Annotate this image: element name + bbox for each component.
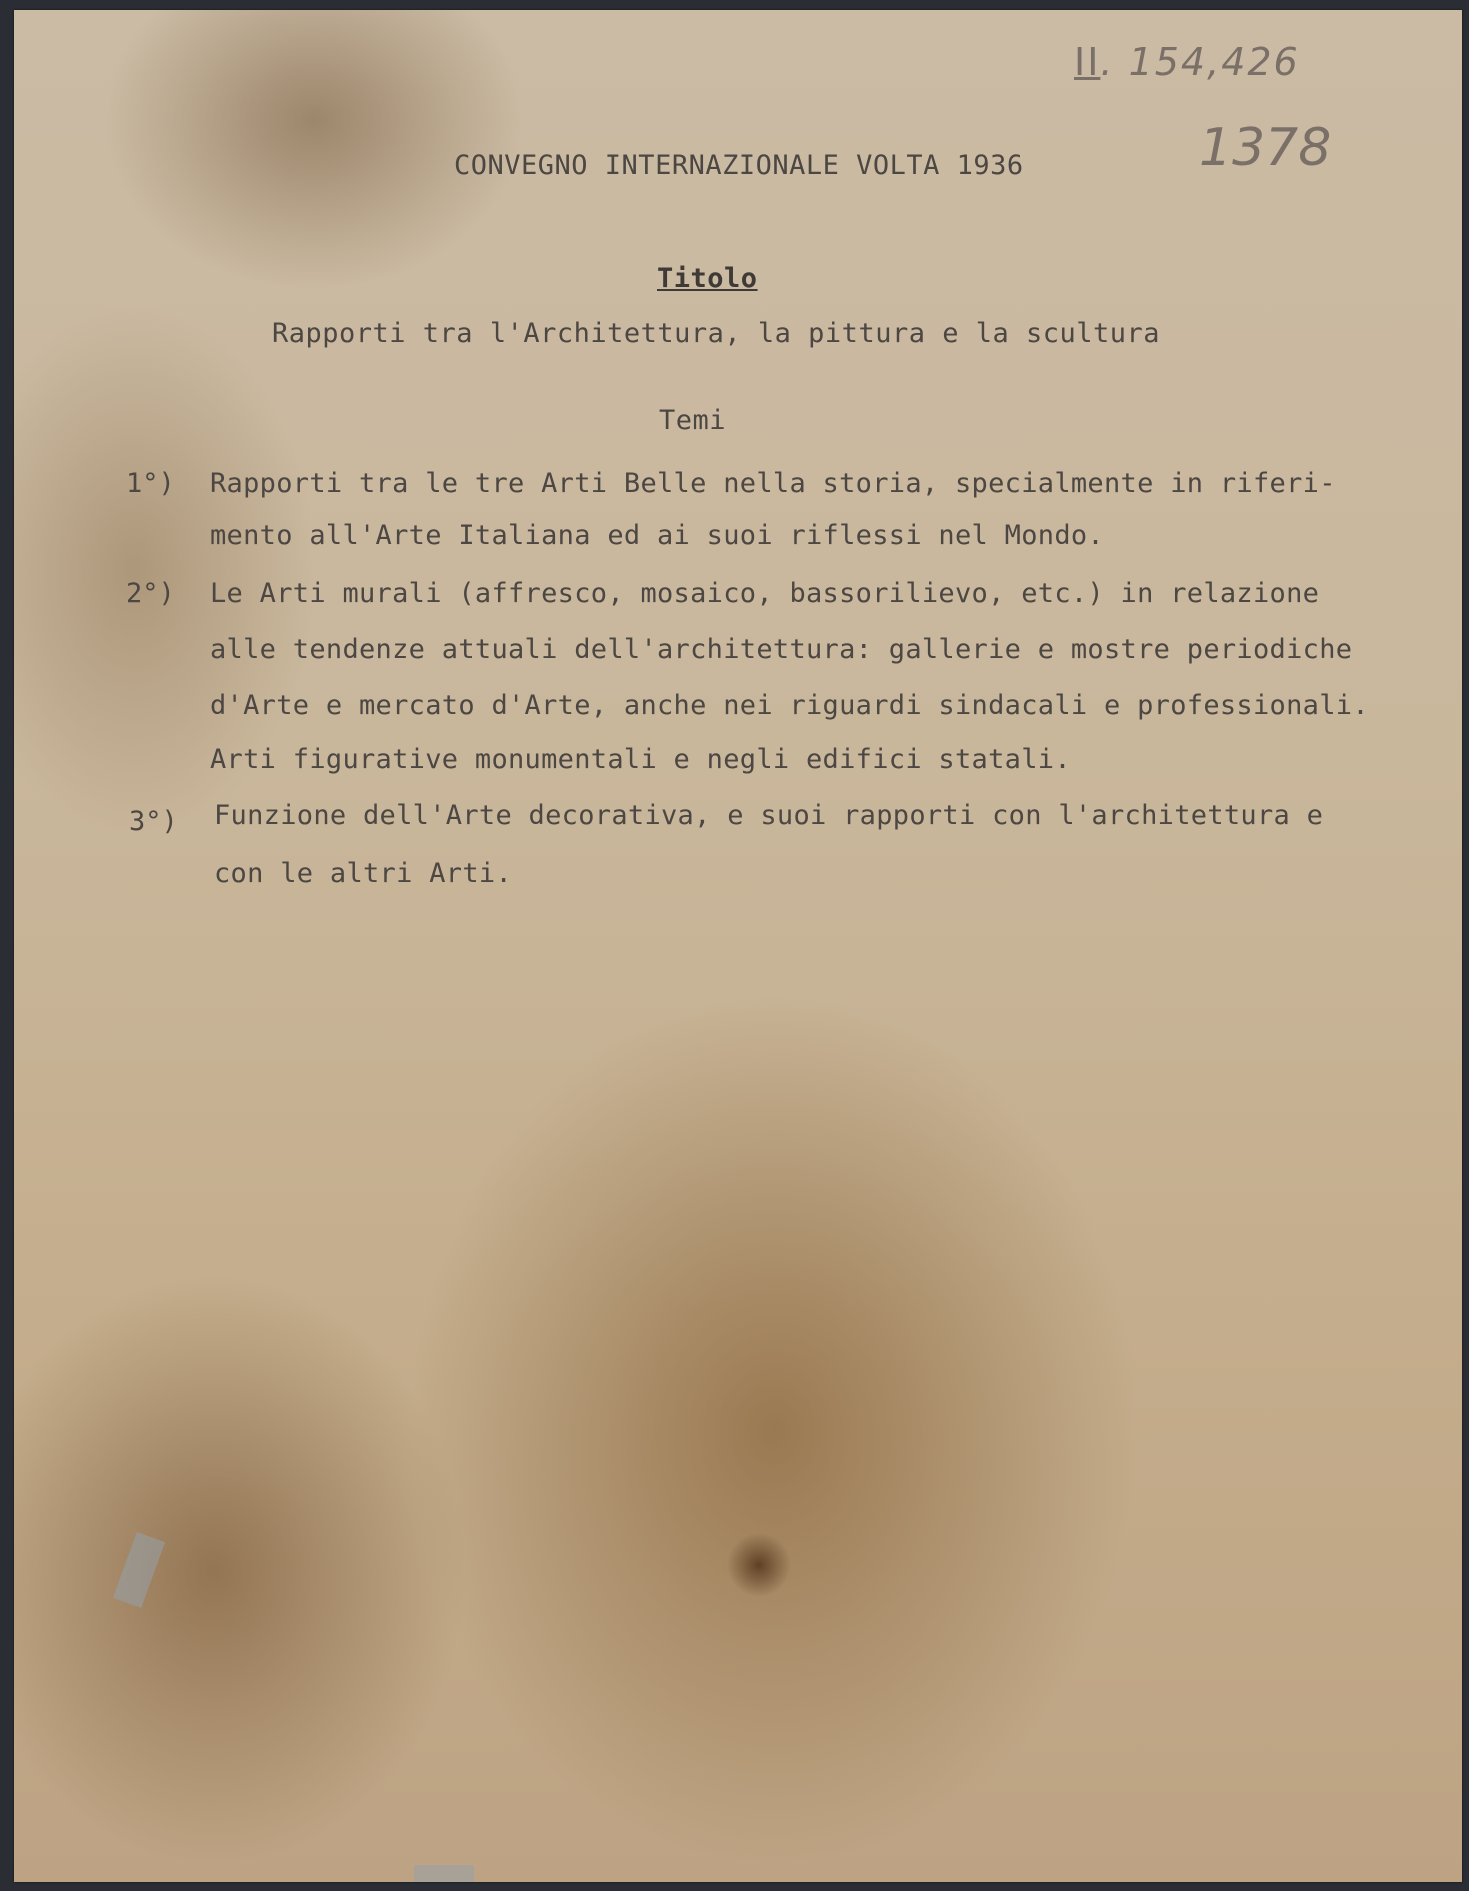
item-number: 3°): [129, 806, 178, 837]
archive-reference-note: [1074, 40, 1300, 84]
item-line: Funzione dell'Arte decorativa, e suoi rapporti con l'architettura e: [214, 800, 1324, 831]
item-line: Le Arti murali (affresco, mosaico, bassorilievo, etc.) in relazione: [210, 578, 1320, 609]
item-number: 1°): [126, 468, 175, 499]
tape-mark: [414, 1865, 474, 1882]
folio-number-note: 1378: [1199, 118, 1332, 178]
item-line: Arti figurative monumentali e negli edifici statali.: [210, 744, 1071, 775]
archive-reference-number: . 154,426: [1100, 40, 1300, 84]
item-line: mento all'Arte Italiana ed ai suoi riflessi nel Mondo.: [210, 520, 1104, 551]
document-heading: CONVEGNO INTERNAZIONALE VOLTA 1936: [454, 150, 1024, 181]
themes-label: Temi: [659, 405, 727, 436]
item-line: Rapporti tra le tre Arti Belle nella storia, specialmente in riferi-: [210, 468, 1336, 499]
archive-reference-roman: II: [1074, 40, 1101, 84]
document-subtitle: Rapporti tra l'Architettura, la pittura e la scultura: [272, 318, 1161, 349]
item-number: 2°): [126, 578, 175, 609]
item-line: alle tendenze attuali dell'architettura: gallerie e mostre periodiche: [210, 634, 1353, 665]
tape-mark: [113, 1532, 165, 1608]
item-line: con le altri Arti.: [214, 858, 512, 889]
title-label: Titolo: [657, 263, 758, 294]
document-sheet: [14, 10, 1462, 1882]
item-line: d'Arte e mercato d'Arte, anche nei riguardi sindacali e professionali.: [210, 690, 1369, 721]
